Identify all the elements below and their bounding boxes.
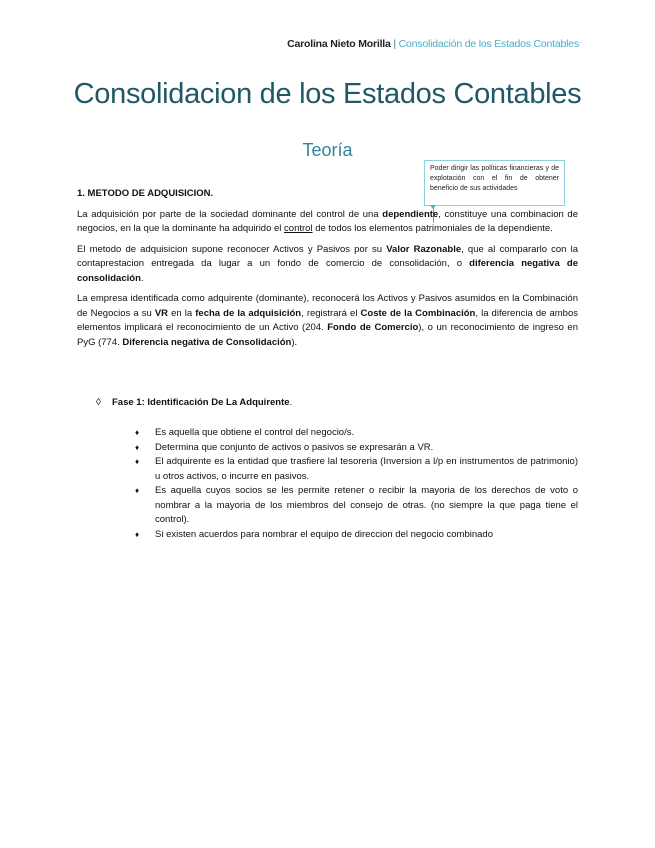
list-item: ♦ Si existen acuerdos para nombrar el equipo de direccion del negocio combinado [135, 528, 578, 543]
document-title: Consolidacion de los Estados Contables [73, 78, 582, 110]
paragraph-1: La adquisición por parte de la sociedad dominante del control de una dependiente, constituye una combinacion de negocios, en la que la dominante ha adquirido el control de todos los elementos patrimoniales de la dependiente. [77, 208, 578, 234]
list-item: ♦ El adquirente es la entidad que trasfiere lal tesoreria (Inversion a l/p en instrumentos de patrimonio) u otros activos, o incurre en pasivos. [135, 456, 578, 482]
header-separator: | [393, 38, 396, 50]
bullet-icon: ♦ [135, 442, 140, 452]
comment-box[interactable]: Poder dirigir las políticas financieras y de explotación con el fin de obtener beneficio de sus actividades [424, 160, 565, 206]
header-doc-title: Consolidación de los Estados Contables [398, 38, 579, 50]
phase-label: Fase 1: Identificación De La Adquirente [112, 397, 290, 408]
page-header [287, 38, 579, 50]
list-item: ♦ Es aquella que obtiene el control del negocio/s. [135, 426, 578, 441]
section-heading: 1. METODO DE ADQUISICION. [77, 188, 214, 199]
list-item: ♦ Determina que conjunto de activos o pasivos se expresarán a VR. [135, 441, 578, 456]
commented-word-control[interactable]: control [284, 223, 313, 234]
paragraph-3: La empresa identificada como adquirente (dominante), reconocerá los Activos y Pasivos asumidos en la Combinación de Negocios a su VR en la fecha de la adquisición, registrará el Coste de la Combinación, la diferencia de ambos elementos implicará el reconocimiento de un Activo (204. Fondo de Comercio), o un reconocimiento de ingreso en PyG (774. Diferencia negativa de Consolidación). [77, 293, 578, 348]
document-subtitle: Teoría [302, 140, 353, 160]
phase-1-heading: ◊ Fase 1: Identificación De La Adquirente. [96, 397, 293, 408]
phase-1-bullet-list [135, 426, 578, 542]
section-metodo-adquisicion [77, 187, 578, 356]
bullet-icon: ♦ [135, 428, 140, 437]
diamond-bullet-icon: ◊ [96, 397, 101, 408]
bullet-icon: ♦ [135, 529, 140, 539]
bullet-icon: ♦ [135, 457, 140, 466]
bullet-icon: ♦ [135, 486, 140, 495]
header-author: Carolina Nieto Morilla [287, 38, 391, 50]
list-item: ♦ Es aquella cuyos socios se les permite retener o recibir la mayoria de los derechos de voto o nombrar a la mayoria de los miembros del consejo de otras. (no siempre la que paga tiene el control). [135, 485, 578, 525]
paragraph-2: El metodo de adquisicion supone reconocer Activos y Pasivos por su Valor Razonable, que al compararlo con la contaprestacion entregada da lugar a un fondo de comercio de consolidación, o diferencia negativa de consolidación. [77, 243, 579, 284]
